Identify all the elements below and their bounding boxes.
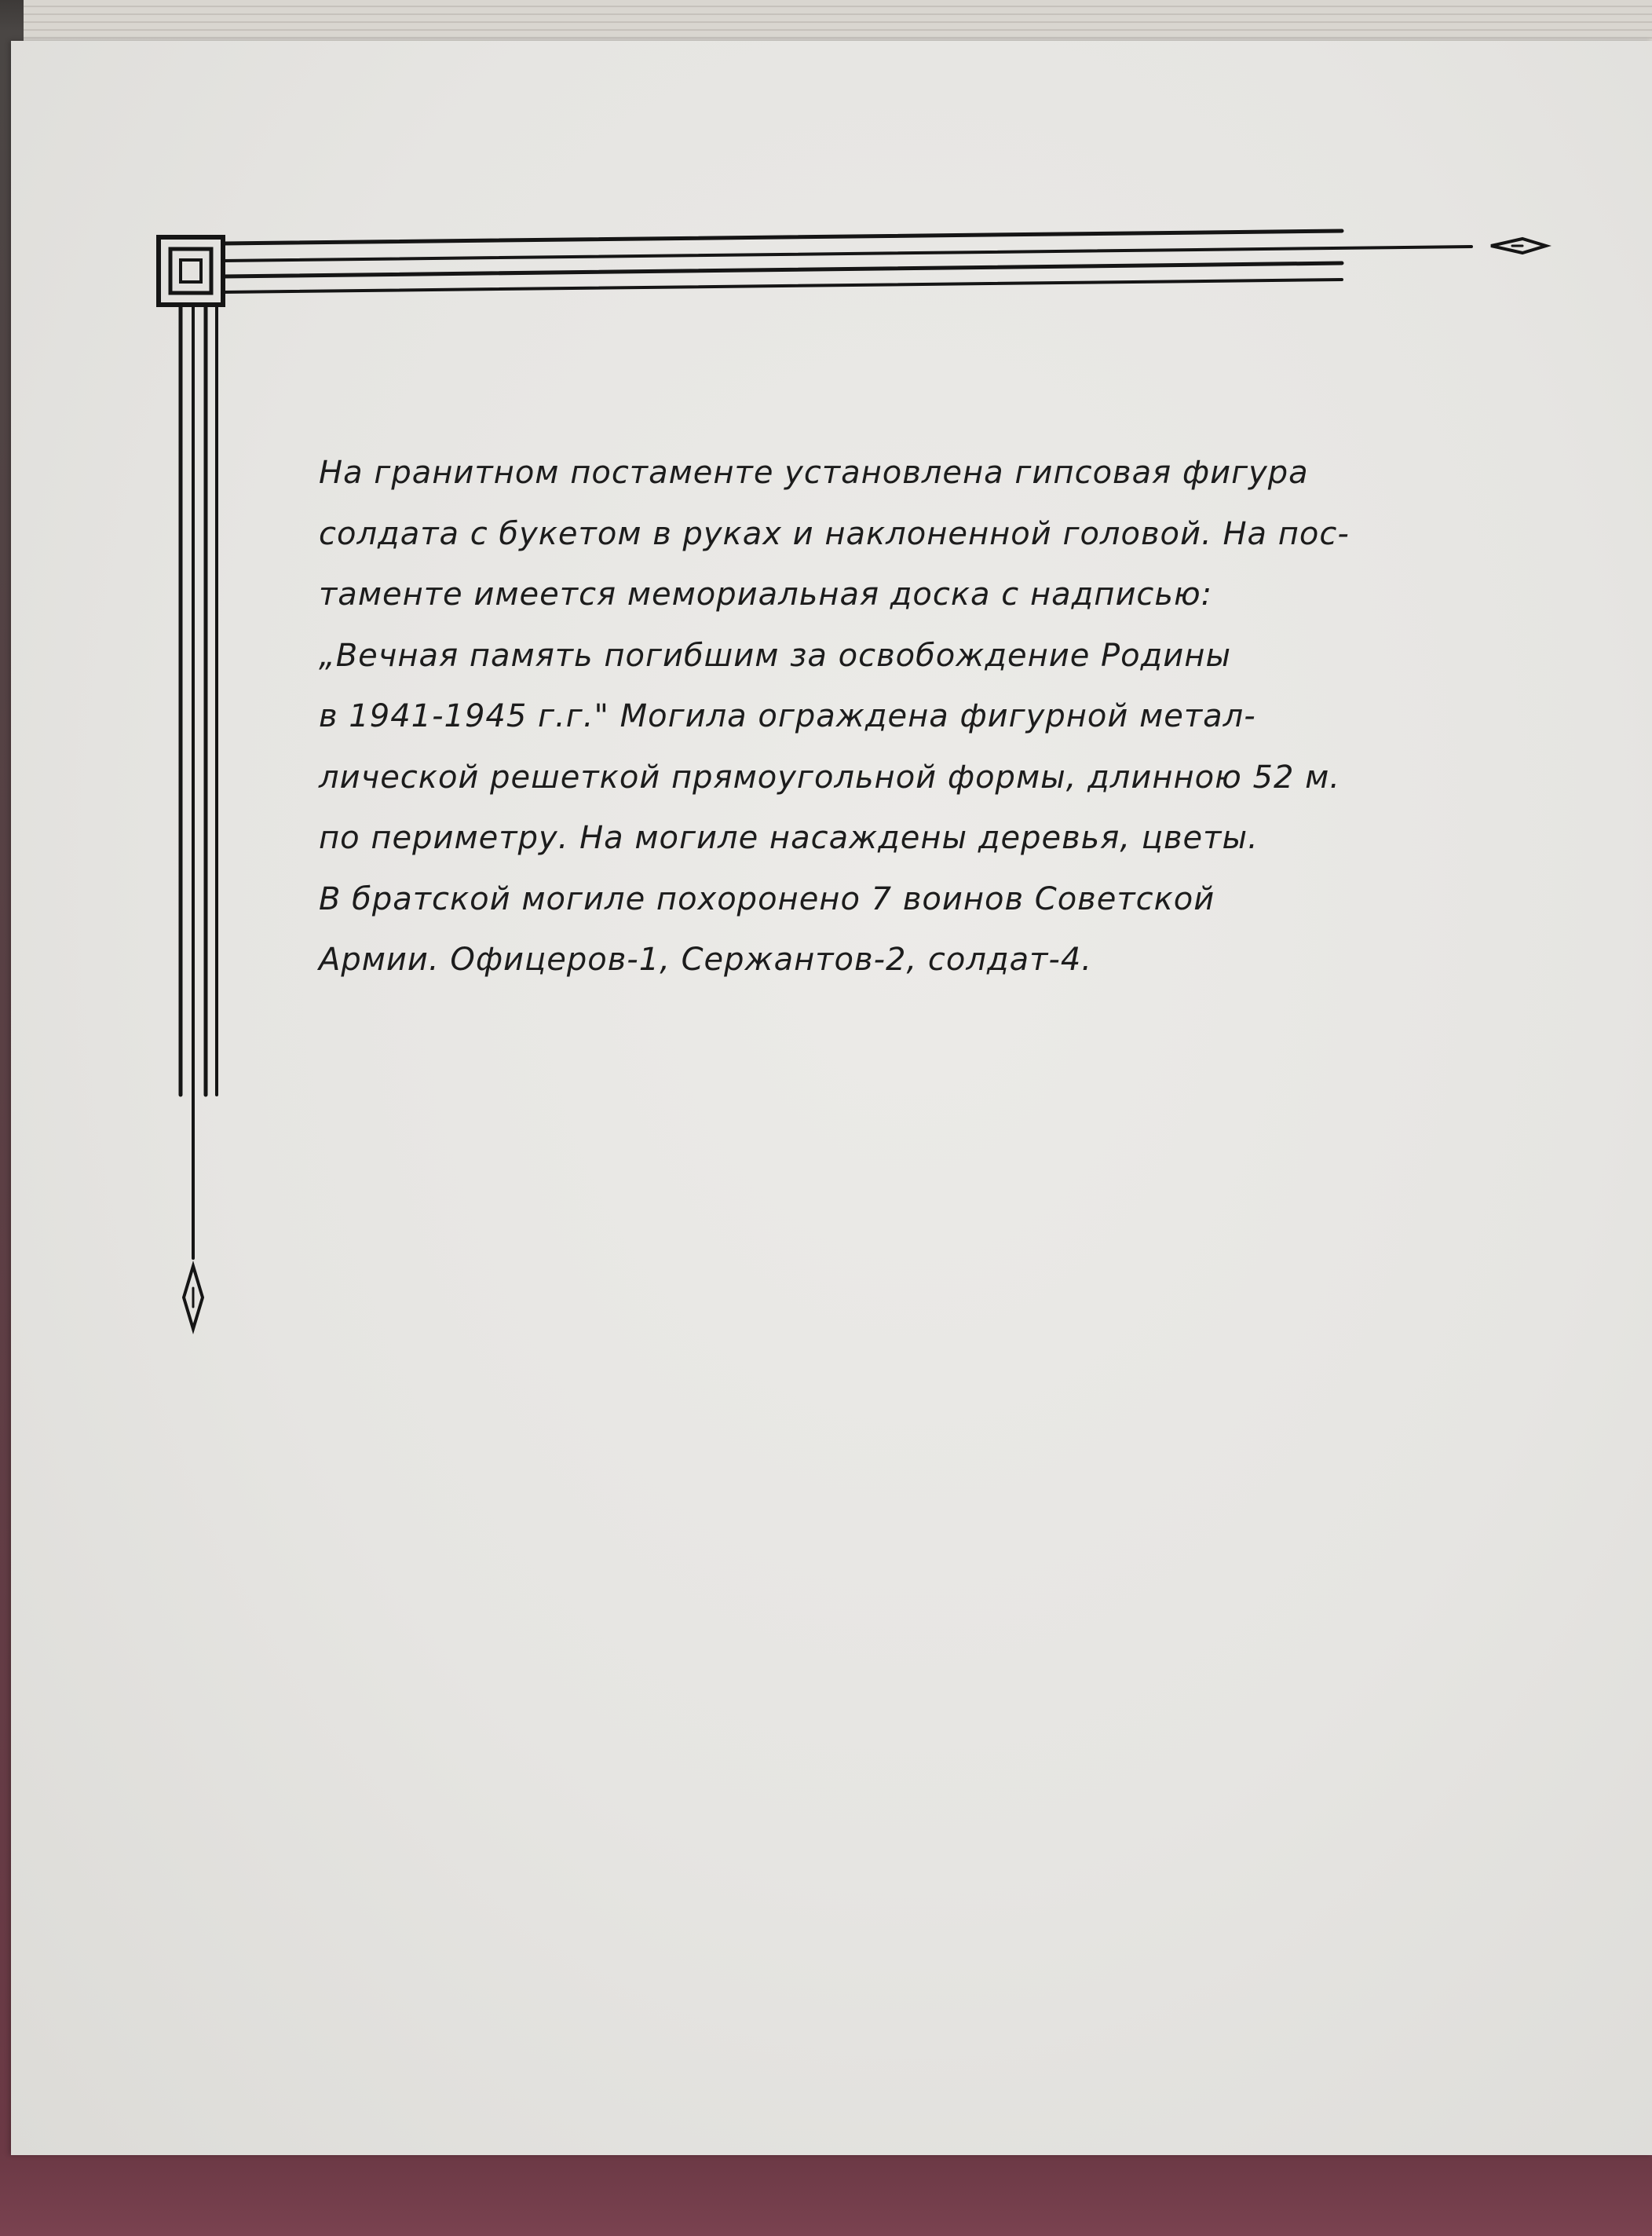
corner-square-middle	[170, 249, 211, 293]
text-line: солдата с букетом в руках и наклоненной головой. На пос-	[319, 515, 1350, 552]
text-line: по периметру. На могиле насаждены деревья, цветы.	[319, 820, 1259, 856]
top-rule-3	[223, 263, 1342, 276]
top-rule-2	[223, 247, 1471, 261]
text-line: В братской могиле похоронено 7 воинов Советской	[319, 880, 1215, 917]
text-line: таменте имеется мемориальная доска с надписью:	[319, 576, 1213, 613]
album-page	[11, 41, 1652, 2155]
top-rule-4	[223, 280, 1342, 292]
top-rule-1	[223, 231, 1342, 243]
text-line: Армии. Офицеров-1, Сержантов-2, солдат-4.	[319, 942, 1093, 978]
text-line: На гранитном постаменте установлена гипсовая фигура	[319, 455, 1309, 491]
inscription-text	[319, 443, 1371, 991]
text-line: в 1941-1945 г.г." Могила ограждена фигурной метал-	[319, 698, 1256, 734]
corner-square-inner	[181, 260, 201, 282]
text-line: „Вечная память погибшим за освобождение Родины	[319, 637, 1232, 674]
text-line: лической решеткой прямоугольной формы, длинною 52 м.	[319, 759, 1341, 796]
ornamental-frame	[11, 41, 1652, 2155]
